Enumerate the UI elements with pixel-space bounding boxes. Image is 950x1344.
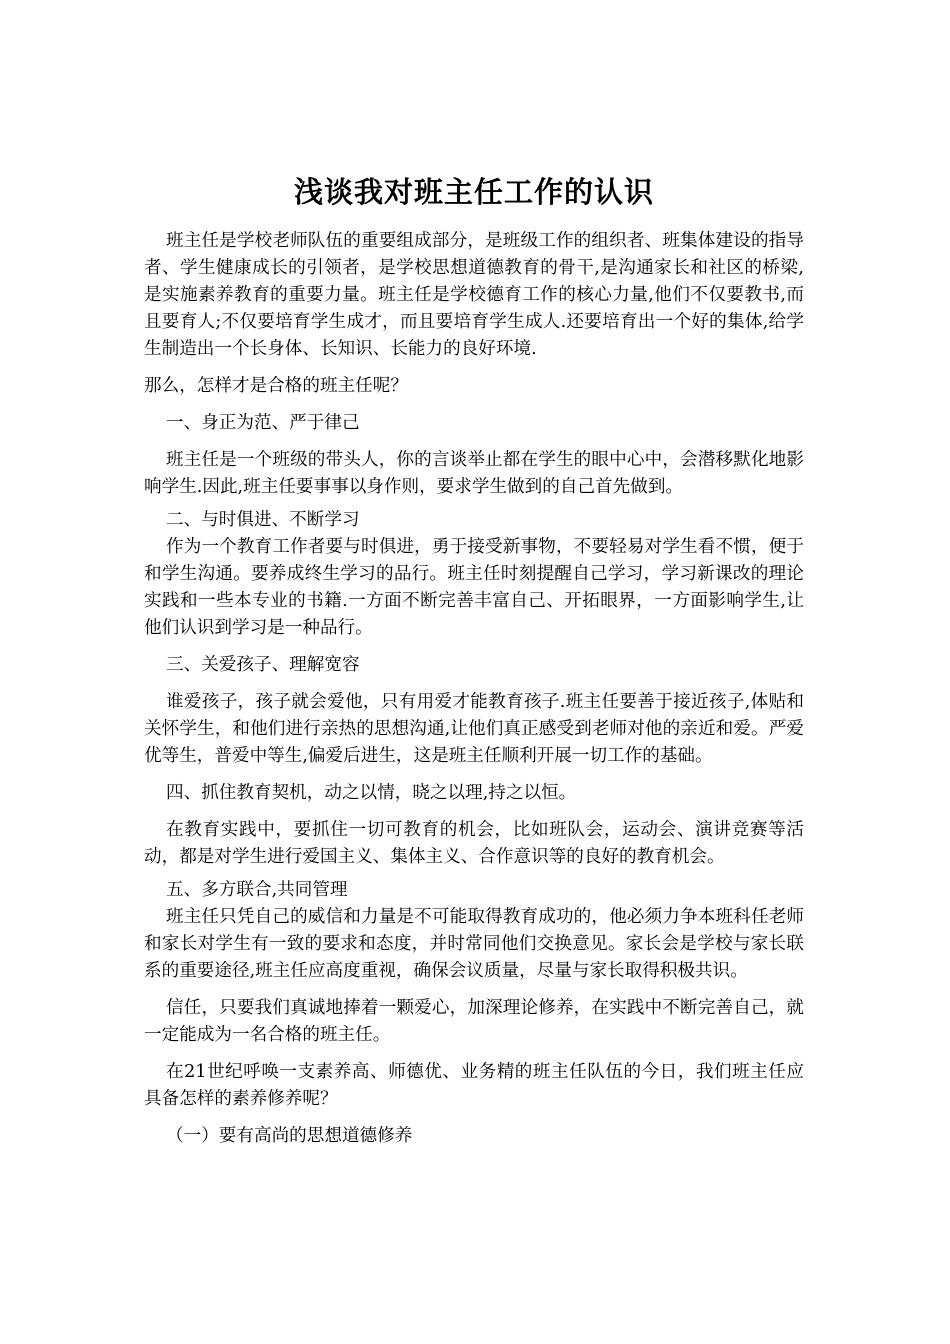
section-4-body: 在教育实践中，要抓住一切可教育的机会，比如班队会，运动会、演讲竞赛等活动，都是对学生进行爱国主义、集体主义、合作意识等的良好的教育机会。 [144, 820, 804, 867]
intro-paragraph: 班主任是学校老师队伍的重要组成部分，是班级工作的组织者、班集体建设的指导者、学生健康成长的引领者，是学校思想道德教育的骨干,是沟通家长和社区的桥梁,是实施素养教育的重要力量。班主任是学校德育工作的核心力量,他们不仅要教书,而且要育人;不仅要培育学生成才，而且要培育学生成人.还要培育出一个好的集体,给学生制造出一个长身体、长知识、长能力的良好环境. [144, 231, 804, 359]
section-3-body: 谁爱孩子，孩子就会爱他，只有用爱才能教育孩子.班主任要善于接近孩子,体贴和关怀学生，和他们进行亲热的思想沟通,让他们真正感受到老师对他的亲近和爱。严爱优等生，普爱中等生,偏爱后进生，这是班主任顺利开展一切工作的基础。 [144, 692, 804, 766]
section-5-body: 班主任只凭自己的威信和力量是不可能取得教育成功的，他必须力争本班科任老师和家长对学生有一致的要求和态度，并时常同他们交换意见。家长会是学校与家长联系的重要途径,班主任应高度重视，确保会议质量，尽量与家长取得积极共识。 [144, 907, 804, 981]
conclusion-paragraph: 信任，只要我们真诚地捧着一颗爱心，加深理论修养，在实践中不断完善自己，就一定能成为一名合格的班主任。 [144, 998, 804, 1045]
section-3-heading: 三、关爱孩子、理解宽容 [166, 655, 360, 675]
section-1-heading: 一、身正为范、严于律己 [166, 413, 360, 433]
section-4-heading: 四、抓住教育契机，动之以情，晓之以理,持之以恒。 [166, 783, 577, 803]
section-2-heading: 二、与时俱进、不断学习 [166, 510, 360, 530]
document-page [144, 168, 804, 1150]
section-2-body: 作为一个教育工作者要与时俱进，勇于接受新事物，不要轻易对学生看不惯，便于和学生沟通。要养成终生学习的品行。班主任时刻提醒自己学习，学习新课改的理论实践和一些本专业的书籍.一方面不断完善丰富自己、开拓眼界，一方面影响学生,让他们认识到学习是一种品行。 [144, 537, 804, 638]
subheading-moral-cultivation: （一）要有高尚的思想道德修养 [166, 1126, 413, 1146]
section-5-heading: 五、多方联合,共同管理 [166, 880, 348, 900]
section-1-body: 班主任是一个班级的带头人，你的言谈举止都在学生的眼中心中，会潜移默化地影响学生.因此,班主任要事事以身作则，要求学生做到的自己首先做到。 [144, 450, 804, 497]
question-paragraph: 那么，怎样才是合格的班主任呢？ [144, 376, 408, 396]
document-title: 浅谈我对班主任工作的认识 [293, 175, 654, 209]
century-question-paragraph: 在21世纪呼唤一支素养高、师德优、业务精的班主任队伍的今日，我们班主任应具备怎样的素养修养呢？ [144, 1062, 804, 1109]
